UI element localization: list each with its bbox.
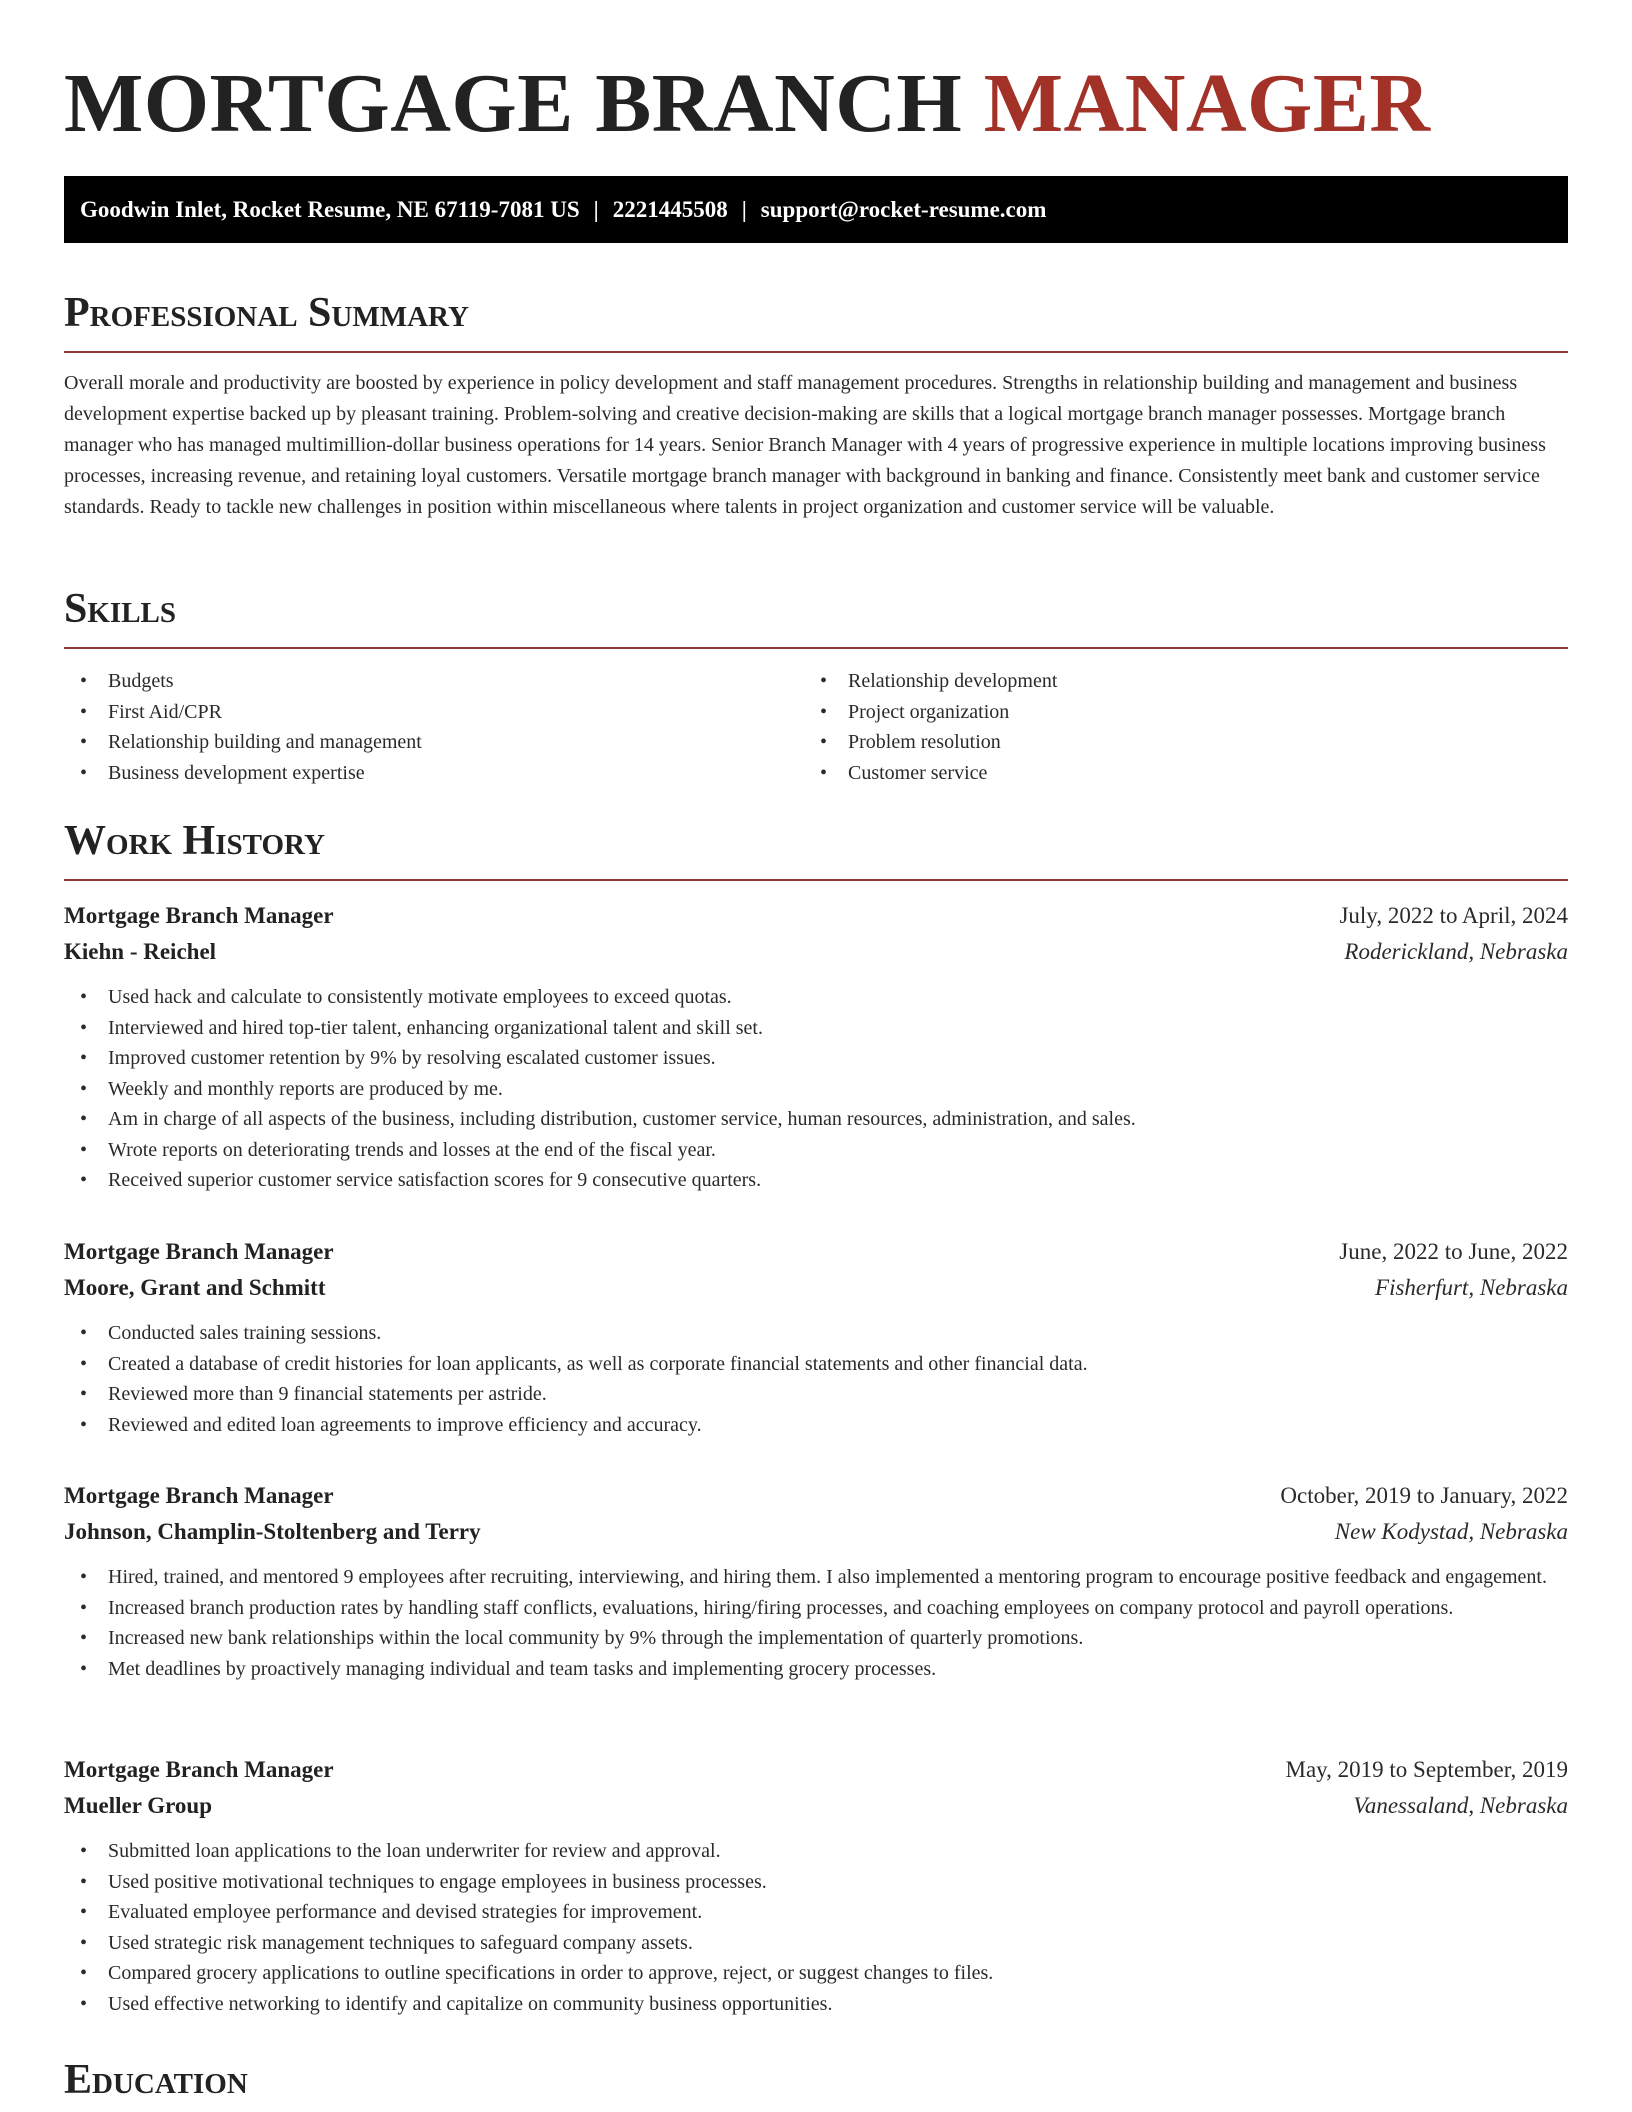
job-duty: • Increased new bank relationships within the local community by 9% through the implementation of quarterly promotions. xyxy=(64,1623,1568,1654)
job-duty: • Reviewed and edited loan agreements to improve efficiency and accuracy. xyxy=(64,1410,1568,1441)
job-duty: • Received superior customer service satisfaction scores for 9 consecutive quarters. xyxy=(64,1165,1568,1196)
job-dates: July, 2022 to April, 2024 xyxy=(1339,903,1568,928)
job-duty: • Weekly and monthly reports are produced by me. xyxy=(64,1074,1568,1105)
job-title: Mortgage Branch Manager xyxy=(64,1483,334,1508)
job-location: Roderickland, Nebraska xyxy=(1344,939,1568,964)
skill-item: • Project organization xyxy=(804,697,1544,728)
job-company-row xyxy=(64,1270,1568,1306)
contact-separator: | xyxy=(593,197,599,222)
job-entry xyxy=(64,1752,1568,2019)
job-header-row xyxy=(64,898,1568,934)
section-divider xyxy=(64,351,1568,353)
job-duty: • Increased branch production rates by handling staff conflicts, evaluations, hiring/firing processes, and coaching employees on company protocol and payroll operations. xyxy=(64,1593,1568,1624)
job-company: Moore, Grant and Schmitt xyxy=(64,1275,326,1300)
skills-list-left xyxy=(64,666,804,788)
job-duty: • Evaluated employee performance and devised strategies for improvement. xyxy=(64,1897,1568,1928)
job-duty: • Wrote reports on deteriorating trends and losses at the end of the fiscal year. xyxy=(64,1135,1568,1166)
job-header-row xyxy=(64,1234,1568,1270)
job-header-row xyxy=(64,1478,1568,1514)
job-duty: • Conducted sales training sessions. xyxy=(64,1318,1568,1349)
job-company: Mueller Group xyxy=(64,1793,213,1818)
section-divider xyxy=(64,879,1568,881)
job-duty: • Used positive motivational techniques to engage employees in business processes. xyxy=(64,1867,1568,1898)
skill-item: • Budgets xyxy=(64,666,804,697)
summary-text: Overall morale and productivity are boosted by experience in policy development and staff management procedures. Strengths in relationship building and management and business development expertise backed up by pleasant training. Problem-solving and creative decision-making are skills that a logical mortgage branch manager possesses. Mortgage branch manager who has managed multimillion-dollar business operations for 14 years. Senior Branch Manager with 4 years of progressive experience in multiple locations improving business processes, increasing revenue, and retaining loyal customers. Versatile mortgage branch manager with background in banking and finance. Consistently meet bank and customer service standards. Ready to tackle new challenges in position within miscellaneous where talents in project organization and customer service will be valuable. xyxy=(64,372,1546,518)
job-duty: • Used strategic risk management techniques to safeguard company assets. xyxy=(64,1928,1568,1959)
job-company-row xyxy=(64,1514,1568,1550)
job-entry xyxy=(64,1234,1568,1440)
skill-item: • Customer service xyxy=(804,758,1544,789)
job-duty: • Compared grocery applications to outline specifications in order to approve, reject, or suggest changes to files. xyxy=(64,1958,1568,1989)
skill-item: • Problem resolution xyxy=(804,727,1544,758)
contact-separator: | xyxy=(741,197,747,222)
job-title: Mortgage Branch Manager xyxy=(64,903,334,928)
section-divider xyxy=(64,647,1568,649)
job-duties-list xyxy=(64,1318,1568,1440)
job-title: Mortgage Branch Manager xyxy=(64,1757,334,1782)
job-dates: June, 2022 to June, 2022 xyxy=(1339,1239,1568,1264)
job-duty: • Reviewed more than 9 financial statements per astride. xyxy=(64,1379,1568,1410)
job-entry xyxy=(64,1478,1568,1684)
section-heading-education: Education xyxy=(64,2057,248,2103)
job-duty: • Am in charge of all aspects of the business, including distribution, customer service, human resources, administration, and sales. xyxy=(64,1104,1568,1135)
skill-item: • Relationship development xyxy=(804,666,1544,697)
job-duty: • Used effective networking to identify and capitalize on community business opportunities. xyxy=(64,1989,1568,2020)
contact-address: Goodwin Inlet, Rocket Resume, NE 67119-7081 US xyxy=(80,197,580,222)
job-duty: • Used hack and calculate to consistently motivate employees to exceed quotas. xyxy=(64,982,1568,1013)
job-duties-list xyxy=(64,1562,1568,1684)
title-accent: MANAGER xyxy=(983,57,1431,150)
contact-phone: 2221445508 xyxy=(612,197,728,222)
job-location: New Kodystad, Nebraska xyxy=(1334,1519,1568,1544)
resume-title xyxy=(64,56,1431,152)
job-location: Fisherfurt, Nebraska xyxy=(1375,1275,1568,1300)
section-heading-skills: Skills xyxy=(64,586,177,632)
job-title: Mortgage Branch Manager xyxy=(64,1239,334,1264)
job-duty: • Hired, trained, and mentored 9 employees after recruiting, interviewing, and hiring them. I also implemented a mentoring program to encourage positive feedback and engagement. xyxy=(64,1562,1568,1593)
job-duties-list xyxy=(64,982,1568,1196)
job-company: Kiehn - Reichel xyxy=(64,939,217,964)
job-dates: May, 2019 to September, 2019 xyxy=(1285,1757,1568,1782)
job-duty: • Improved customer retention by 9% by resolving escalated customer issues. xyxy=(64,1043,1568,1074)
job-duty: • Created a database of credit histories for loan applicants, as well as corporate financial statements and other financial data. xyxy=(64,1349,1568,1380)
contact-bar xyxy=(64,176,1568,243)
job-duty: • Submitted loan applications to the loan underwriter for review and approval. xyxy=(64,1836,1568,1867)
contact-email[interactable]: support@rocket-resume.com xyxy=(760,197,1047,222)
job-duty: • Interviewed and hired top-tier talent, enhancing organizational talent and skill set. xyxy=(64,1013,1568,1044)
job-location: Vanessaland, Nebraska xyxy=(1353,1793,1568,1818)
job-company-row xyxy=(64,934,1568,970)
job-dates: October, 2019 to January, 2022 xyxy=(1280,1483,1568,1508)
skill-item: • First Aid/CPR xyxy=(64,697,804,728)
section-heading-summary: Professional Summary xyxy=(64,290,469,336)
job-company: Johnson, Champlin-Stoltenberg and Terry xyxy=(64,1519,481,1544)
job-duties-list xyxy=(64,1836,1568,2019)
section-heading-work: Work History xyxy=(64,818,325,864)
title-main: MORTGAGE BRANCH xyxy=(64,57,963,150)
job-entry xyxy=(64,898,1568,1196)
skill-item: • Business development expertise xyxy=(64,758,804,789)
skills-list-right xyxy=(804,666,1544,788)
job-header-row xyxy=(64,1752,1568,1788)
job-company-row xyxy=(64,1788,1568,1824)
job-duty: • Met deadlines by proactively managing individual and team tasks and implementing grocery processes. xyxy=(64,1654,1568,1685)
skill-item: • Relationship building and management xyxy=(64,727,804,758)
